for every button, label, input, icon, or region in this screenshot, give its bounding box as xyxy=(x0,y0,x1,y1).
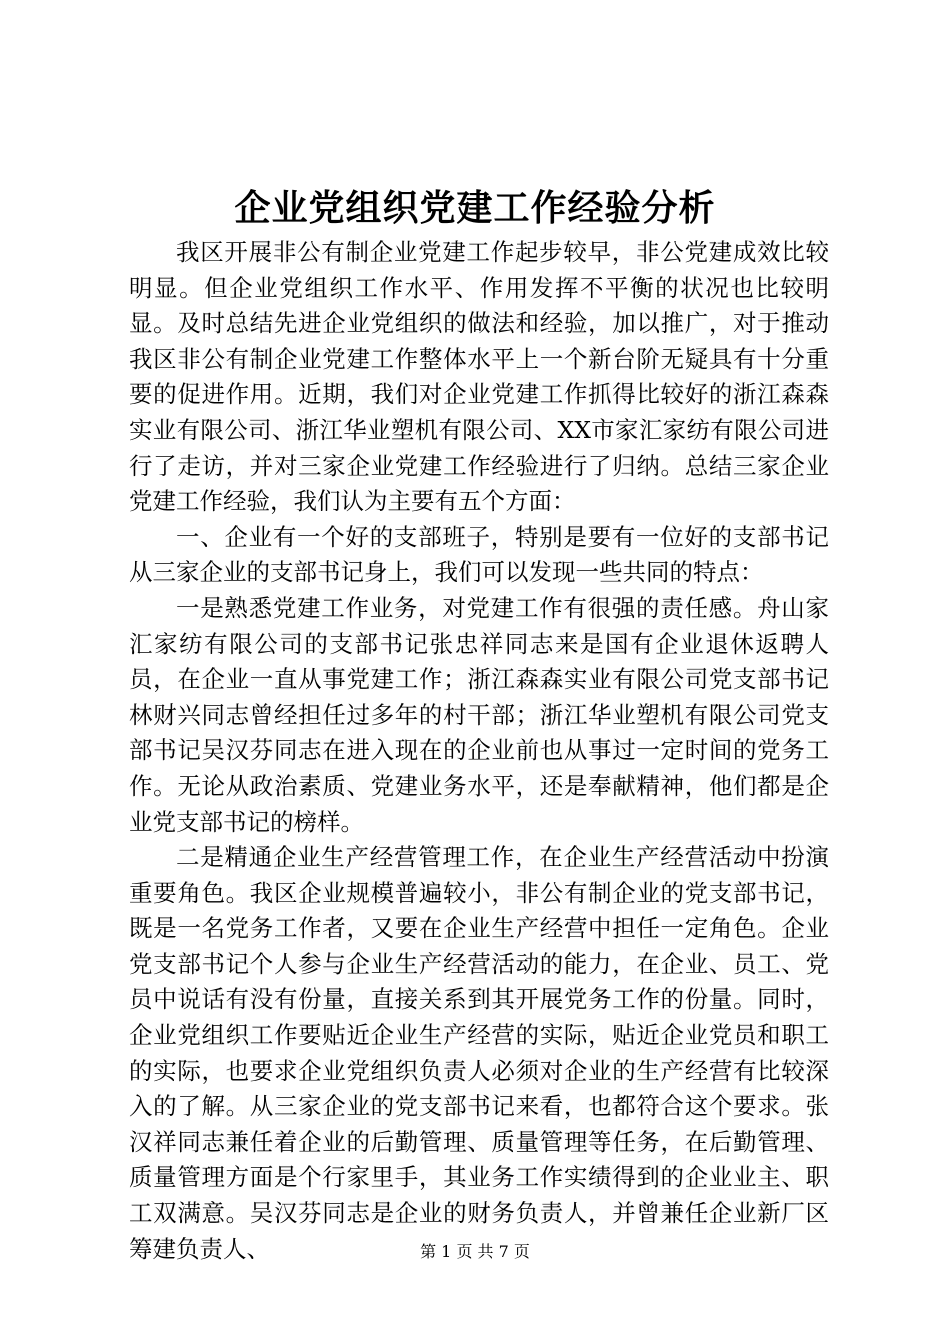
paragraph-point-one: 一是熟悉党建工作业务，对党建工作有很强的责任感。舟山家汇家纺有限公司的支部书记张忠祥同志来是国有企业退休返聘人员，在企业一直从事党建工作；浙江森森实业有限公司党支部书记林财兴同志曾经担任过多年的村干部；浙江华业塑机有限公司党支部书记吴汉芬同志在进入现在的企业前也从事过一定时间的党务工作。无论从政治素质、党建业务水平，还是奉献精神，他们都是企业党支部书记的榜样。 xyxy=(129,593,829,836)
document-title: 企业党组织党建工作经验分析 xyxy=(234,187,716,229)
page-number-footer: 第 1 页 共 7 页 xyxy=(420,1242,530,1261)
paragraph-intro: 我区开展非公有制企业党建工作起步较早，非公党建成效比较明显。但企业党组织工作水平、作用发挥不平衡的状况也比较明显。及时总结先进企业党组织的做法和经验，加以推广，对于推动我区非公有制企业党建工作整体水平上一个新台阶无疑具有十分重要的促进作用。近期，我们对企业党建工作抓得比较好的浙江森森实业有限公司、浙江华业塑机有限公司、XX市家汇家纺有限公司进行了走访，并对三家企业党建工作经验进行了归纳。总结三家企业党建工作经验，我们认为主要有五个方面： xyxy=(129,238,829,516)
paragraph-section-one: 一、企业有一个好的支部班子，特别是要有一位好的支部书记从三家企业的支部书记身上，我们可以发现一些共同的特点： xyxy=(129,522,829,587)
document-body xyxy=(129,235,829,1267)
paragraph-point-two: 二是精通企业生产经营管理工作，在企业生产经营活动中扮演重要角色。我区企业规模普遍较小，非公有制企业的党支部书记，既是一名党务工作者，又要在企业生产经营中担任一定角色。企业党支部书记个人参与企业生产经营活动的能力，在企业、员工、党员中说话有没有份量，直接关系到其开展党务工作的份量。同时，企业党组织工作要贴近企业生产经营的实际，贴近企业党员和职工的实际，也要求企业党组织负责人必须对企业的生产经营有比较深入的了解。从三家企业的党支部书记来看，也都符合这个要求。张汉祥同志兼任着企业的后勤管理、质量管理等任务，在后勤管理、质量管理方面是个行家里手，其业务工作实绩得到的企业业主、职工双满意。吴汉芬同志是企业的财务负责人，并曾兼任企业新厂区筹建负责人、 xyxy=(129,843,829,1263)
